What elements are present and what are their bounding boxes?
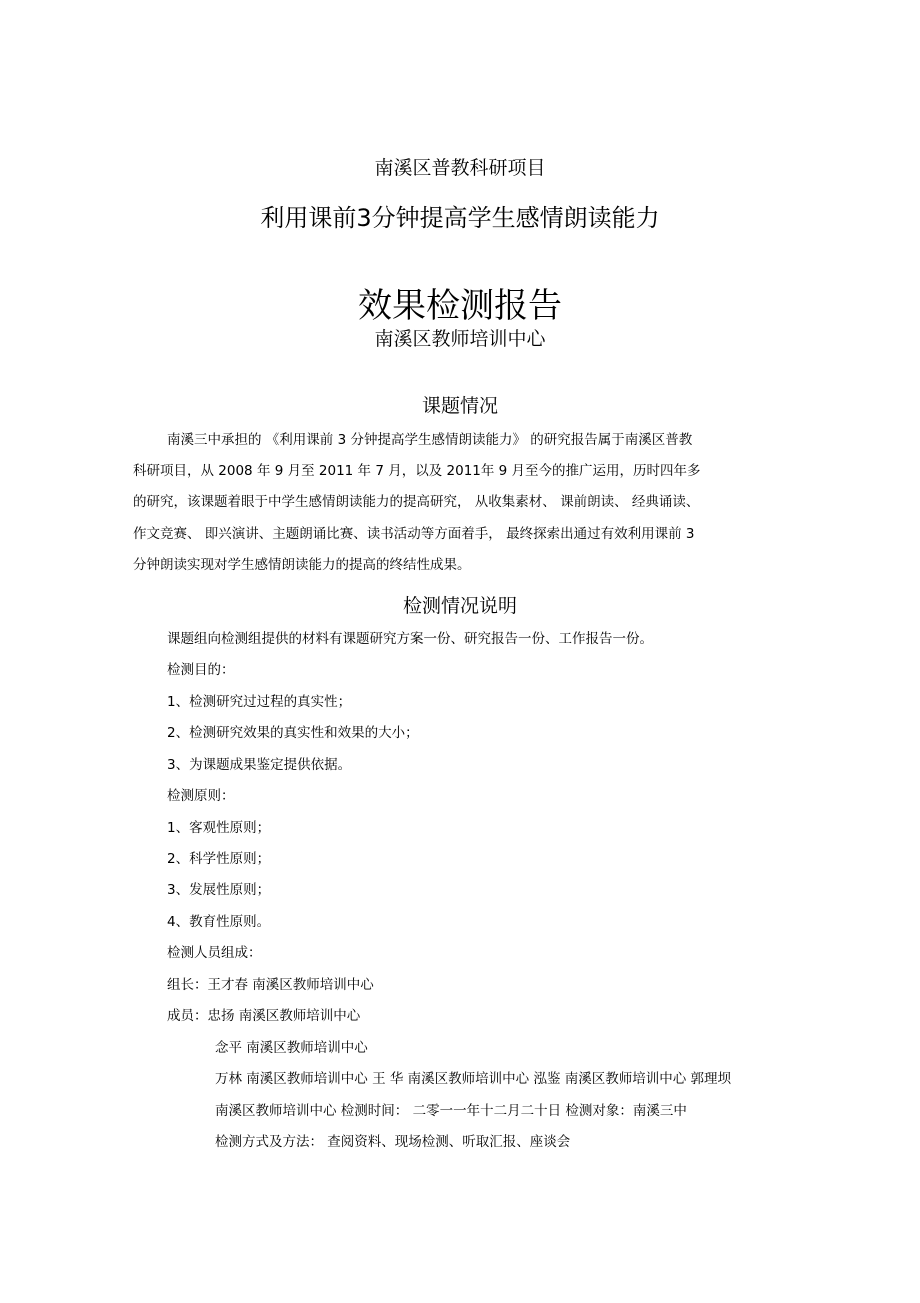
body-line: 检测人员组成： bbox=[167, 945, 262, 961]
paragraph-line: 南溪三中承担的 《利用课前 3 分钟提高学生感情朗读能力》 的研究报告属于南溪区普教 bbox=[167, 432, 693, 448]
paragraph-line: 科研项目，从 2008 年 9 月至 2011 年 7 月，以及 2011年 9 月至今的推广运用，历时四年多 bbox=[133, 463, 701, 479]
list-item: 1、客观性原则； bbox=[167, 820, 271, 836]
indented-line: 检测方式及方法： 查阅资料、现场检测、听取汇报、座谈会 bbox=[215, 1134, 571, 1150]
body-line: 组长：王才春 南溪区教师培训中心 bbox=[167, 977, 374, 993]
list-item: 3、发展性原则； bbox=[167, 882, 271, 898]
indented-line: 南溪区教师培训中心 检测时间： 二零一一年十二月二十日 检测对象：南溪三中 bbox=[215, 1103, 687, 1119]
indented-line: 万林 南溪区教师培训中心 王 华 南溪区教师培训中心 泓鉴 南溪区教师培训中心 郭理坝 bbox=[215, 1071, 732, 1087]
body-line: 检测原则： bbox=[167, 788, 235, 804]
list-item: 2、科学性原则； bbox=[167, 851, 271, 867]
report-org: 南溪区教师培训中心 bbox=[374, 328, 546, 350]
body-line: 检测目的： bbox=[167, 662, 235, 678]
list-item: 2、检测研究效果的真实性和效果的大小； bbox=[167, 725, 419, 741]
paragraph-line: 作文竞赛、 即兴演讲、主题朗诵比赛、读书活动等方面着手， 最终探索出通过有效利用课前 3 bbox=[133, 526, 695, 542]
list-item: 3、为课题成果鉴定提供依据。 bbox=[167, 757, 352, 773]
report-topic-title: 利用课前3分钟提高学生感情朗读能力 bbox=[260, 204, 660, 232]
section-heading-inspection: 检测情况说明 bbox=[402, 595, 517, 617]
paragraph-line: 的研究，该课题着眼于中学生感情朗读能力的提高研究， 从收集素材、 课前朗读、 经典诵读、 bbox=[133, 494, 700, 510]
body-line: 成员：忠扬 南溪区教师培训中心 bbox=[167, 1008, 361, 1024]
report-subtitle: 南溪区普教科研项目 bbox=[374, 157, 546, 179]
list-item: 4、教育性原则。 bbox=[167, 914, 271, 930]
section-heading-topic: 课题情况 bbox=[421, 395, 498, 417]
list-item: 1、检测研究过过程的真实性； bbox=[167, 694, 352, 710]
body-line: 课题组向检测组提供的材料有课题研究方案一份、研究报告一份、工作报告一份。 bbox=[167, 631, 653, 647]
paragraph-line: 分钟朗读实现对学生感情朗读能力的提高的终结性成果。 bbox=[133, 557, 471, 573]
indented-line: 念平 南溪区教师培训中心 bbox=[215, 1040, 368, 1056]
report-title: 效果检测报告 bbox=[358, 286, 562, 326]
